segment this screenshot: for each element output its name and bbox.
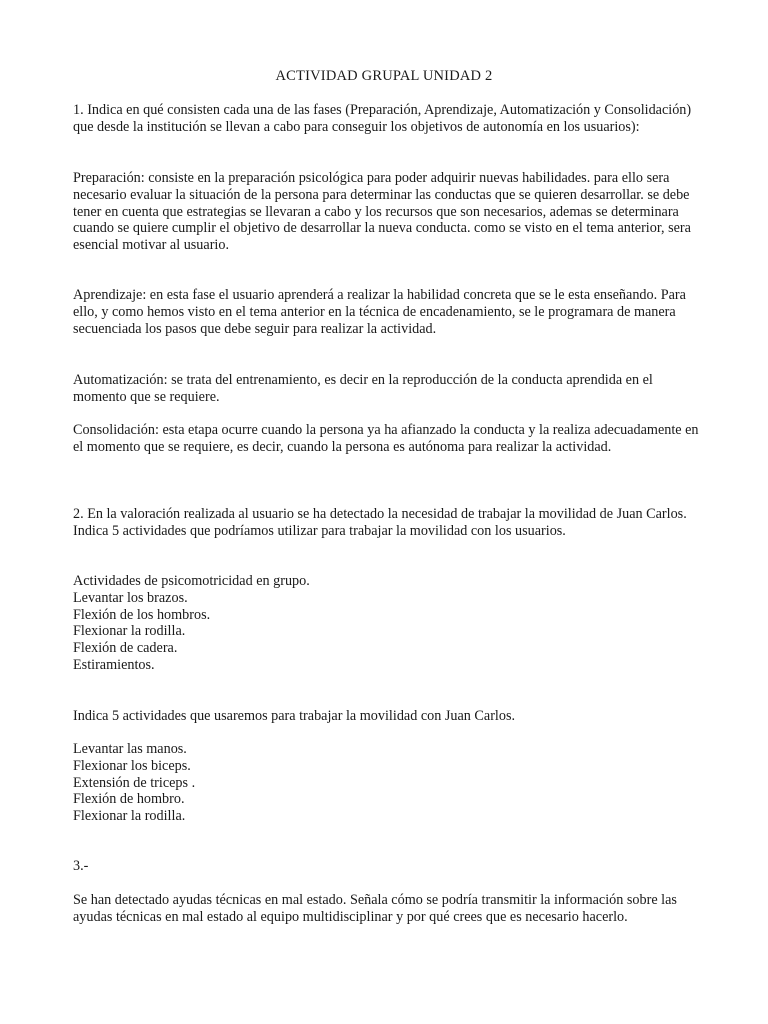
aprendizaje-text: Aprendizaje: en esta fase el usuario aprenderá a realizar la habilidad concreta que se le esta enseñando. Para ello, y como hemos visto en el tema anterior en la técnica de encadenamiento, se le programara de manera secuenciada los pasos que debe seguir para realizar la actividad. bbox=[73, 287, 686, 337]
juan-activities-prompt-text: Indica 5 actividades que usaremos para trabajar la movilidad con Juan Carlos. bbox=[73, 708, 516, 724]
question-2-line-2: Indica 5 actividades que podríamos utilizar para trabajar la movilidad con los usuarios. bbox=[73, 522, 566, 539]
aprendizaje-paragraph bbox=[73, 287, 703, 337]
automatizacion-text: Automatización: se trata del entrenamiento, es decir en la reproducción de la conducta aprendida en el momento que se requiere. bbox=[73, 372, 653, 405]
list-item: Flexión de cadera. bbox=[73, 640, 178, 657]
document-title: ACTIVIDAD GRUPAL UNIDAD 2 bbox=[275, 68, 493, 84]
preparacion-text: Preparación: consiste en la preparación psicológica para poder adquirir nuevas habilidades. para ello sera necesario evaluar la situación de la persona para determinar las conductas que se quieren desarrollar. se debe tener en cuenta que estrategias se llevaran a cabo y los recursos que son necesarios, ademas se determinara cuando se quiere cumplir el objetivo de desarrollar la nueva conducta. como se visto en el tema anterior, sera esencial motivar al usuario. bbox=[73, 170, 691, 254]
question-3-number-text: 3.- bbox=[73, 858, 89, 874]
question-1-text: 1. Indica en qué consisten cada una de las fases (Preparación, Aprendizaje, Automatización y Consolidación) que desde la institución se llevan a cabo para conseguir los objetivos de autonomía en los usuarios): bbox=[73, 102, 692, 135]
list-item: Flexionar la rodilla. bbox=[73, 808, 186, 825]
juan-activities-prompt bbox=[73, 708, 703, 725]
list-item: Flexión de hombro. bbox=[73, 791, 185, 808]
question-3-prompt bbox=[73, 892, 703, 926]
juan-activities-list bbox=[73, 741, 703, 825]
automatizacion-paragraph bbox=[73, 372, 703, 406]
consolidacion-text: Consolidación: esta etapa ocurre cuando la persona ya ha afianzado la conducta y la realiza adecuadamente en el momento que se requiere, es decir, cuando la persona es autónoma para realizar la actividad. bbox=[73, 422, 699, 455]
list-item: Extensión de triceps . bbox=[73, 774, 196, 791]
preparacion-paragraph bbox=[73, 170, 703, 254]
list-item: Flexionar los biceps. bbox=[73, 757, 191, 774]
question-1-prompt bbox=[73, 102, 703, 136]
question-2-line-1: 2. En la valoración realizada al usuario se ha detectado la necesidad de trabajar la movilidad de Juan Carlos. bbox=[73, 506, 687, 522]
group-activities-list bbox=[73, 573, 703, 674]
list-item: Levantar los brazos. bbox=[73, 589, 188, 606]
question-3-text: Se han detectado ayudas técnicas en mal estado. Señala cómo se podría transmitir la información sobre las ayudas técnicas en mal estado al equipo multidisciplinar y por qué crees que es necesario hacerlo. bbox=[73, 892, 677, 925]
question-2-prompt bbox=[73, 506, 703, 540]
list-item: Flexionar la rodilla. bbox=[73, 623, 186, 640]
list-item: Levantar las manos. bbox=[73, 741, 187, 757]
list-item: Flexión de los hombros. bbox=[73, 606, 211, 623]
list-item: Actividades de psicomotricidad en grupo. bbox=[73, 573, 310, 589]
consolidacion-paragraph bbox=[73, 422, 703, 456]
question-3-number bbox=[73, 858, 703, 875]
list-item: Estiramientos. bbox=[73, 656, 155, 673]
